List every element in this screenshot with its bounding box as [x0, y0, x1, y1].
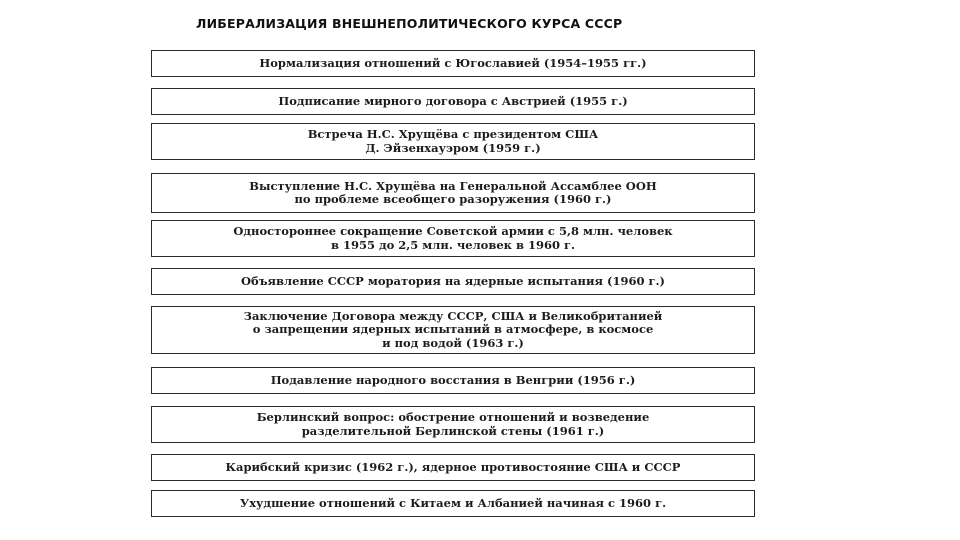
- box-text: Нормализация отношений с Югославией (1954–1955 гг.): [259, 55, 647, 70]
- box-text: Одностороннее сокращение Советской армии с 5,8 млн. человек в 1955 до 2,5 млн. человек в 1960 г.: [233, 224, 673, 252]
- box-text: Встреча Н.С. Хрущёва с президентом США Д. Эйзенхауэром (1959 г.): [307, 127, 599, 155]
- box-text: Заключение Договора между СССР, США и Великобританией о запрещении ядерных испытаний в атмосфере, в космосе и под водой (1963 г.): [243, 308, 663, 350]
- box-test-ban-treaty: [151, 306, 755, 354]
- box-army-reduction: [151, 220, 755, 257]
- box-text: Объявление СССР моратория на ядерные испытания (1960 г.): [241, 273, 665, 288]
- box-hungary-uprising: [151, 367, 755, 394]
- box-nuclear-moratorium: [151, 268, 755, 295]
- box-text: Карибский кризис (1962 г.), ядерное противостояние США и СССР: [225, 459, 681, 474]
- box-text: Ухудшение отношений с Китаем и Албанией начиная с 1960 г.: [239, 495, 667, 510]
- box-un-speech: [151, 173, 755, 213]
- box-text: Выступление Н.С. Хрущёва на Генеральной Ассамблее ООН по проблеме всеобщего разоружения (1960 г.): [249, 178, 657, 206]
- box-caribbean-crisis: [151, 454, 755, 481]
- box-yugoslavia-normalization: [151, 50, 755, 77]
- box-text: Подавление народного восстания в Венгрии (1956 г.): [270, 372, 636, 387]
- box-austria-treaty: [151, 88, 755, 115]
- box-china-albania-relations: [151, 490, 755, 517]
- box-berlin-question: [151, 406, 755, 443]
- diagram-title: ЛИБЕРАЛИЗАЦИЯ ВНЕШНЕПОЛИТИЧЕСКОГО КУРСА СССР: [196, 16, 623, 31]
- box-text: Подписание мирного договора с Австрией (1955 г.): [278, 93, 628, 108]
- box-eisenhower-meeting: [151, 123, 755, 160]
- box-text: Берлинский вопрос: обострение отношений и возведение разделительной Берлинской стены (1961 г.): [256, 410, 650, 438]
